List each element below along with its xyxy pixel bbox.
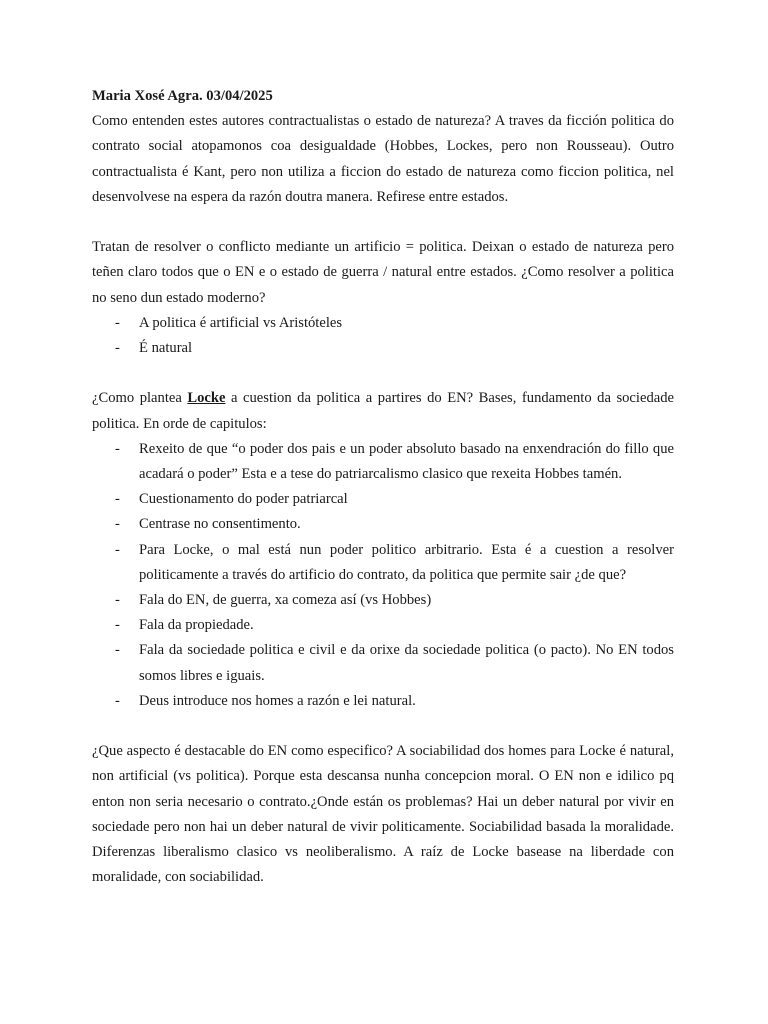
list-item-text: A politica é artificial vs Aristóteles — [139, 314, 343, 331]
paragraph-intro: Como entenden estes autores contractualistas o estado de natureza? A traves da ficción politica do contrato social atopamonos coa desigualdade (Hobbes, Lockes, pero non Rousseau). Outro contractualista é Kant, pero non utiliza a ficcion do estado de natureza como ficcion politica, nel desenvolvese na espera da razón doutra manera. Refirese entre estados. — [92, 113, 674, 205]
list-dash: - — [115, 541, 120, 558]
locke-question-start: ¿Como plantea — [92, 390, 188, 407]
list-item-text: Rexeito de que “o poder dos pais e un poder absoluto basado na enxendración do fillo que acadará o poder” Esta e a tese do patriarcalismo clasico que rexeita Hobbes tamén. — [139, 440, 674, 483]
list-item — [92, 689, 674, 714]
list-item-text: Deus introduce nos homes a razón e lei natural. — [139, 692, 416, 709]
blank-line — [92, 361, 674, 386]
locke-question-end: a cuestion da politica a partires do EN? Bases, fundamento da sociedade politica. En orde de capitulos: — [92, 390, 674, 432]
blank-line — [92, 714, 674, 739]
list-dash: - — [115, 617, 120, 634]
list-item-text: Cuestionamento do poder patriarcal — [139, 491, 348, 508]
list-dash: - — [115, 516, 120, 533]
list-item-text: Fala do EN, de guerra, xa comeza así (vs Hobbes) — [139, 592, 432, 609]
list-item — [92, 538, 674, 588]
list-item-text: Centrase no consentimento. — [139, 516, 301, 533]
chapters-list — [92, 437, 674, 714]
list-item-text: Fala da sociedade politica e civil e da orixe da sociedade politica (o pacto). No EN todos somos libres e iguais. — [139, 642, 674, 684]
paragraph-conflict: Tratan de resolver o conflicto mediante un artificio = politica. Deixan o estado de natureza pero teñen claro todos que o EN e o estado de guerra / natural entre estados. ¿Como resolver a politica no seno dun estado moderno? — [92, 239, 674, 306]
list-item — [92, 638, 674, 688]
list-dash: - — [115, 491, 120, 508]
list-dash: - — [115, 692, 120, 709]
list-item — [92, 512, 674, 537]
paragraph-locke-question — [92, 386, 674, 436]
list-dash: - — [115, 314, 120, 331]
list-dash: - — [115, 592, 120, 609]
list-item-text: É natural — [139, 340, 193, 357]
paragraph-sociability: ¿Que aspecto é destacable do EN como especifico? A sociabilidad dos homes para Locke é natural, non artificial (vs politica). Porque esta descansa nunha concepcion moral. O EN non e idilico pq enton non seria necesario o contrato.¿Onde están os problemas? Hai un deber natural por vivir en sociedade pero non hai un deber natural de vivir politicamente. Sociabilidad basada la moralidade. Diferenzas liberalismo clasico vs neoliberalismo. A raíz de Locke basease na liberdade con moralidade, con sociabilidad. — [92, 743, 674, 886]
list-dash: - — [115, 440, 120, 457]
document-header: Maria Xosé Agra. 03/04/2025 — [92, 88, 273, 104]
list-item — [92, 311, 674, 336]
locke-emphasis: Locke — [187, 390, 226, 407]
list-item — [92, 336, 674, 361]
list-item-text: Para Locke, o mal está nun poder politico arbitrario. Esta é a cuestion a resolver politicamente a través do artificio do contrato, da politica que permite sair ¿de que? — [139, 541, 674, 583]
list-dash: - — [115, 340, 120, 357]
list-item — [92, 613, 674, 638]
document-page — [92, 84, 674, 890]
list-item — [92, 437, 674, 487]
list-item — [92, 588, 674, 613]
list-item — [92, 487, 674, 512]
list-dash: - — [115, 642, 120, 659]
list-item-text: Fala da propiedade. — [139, 617, 254, 634]
politics-list — [92, 311, 674, 361]
blank-line — [92, 210, 674, 235]
